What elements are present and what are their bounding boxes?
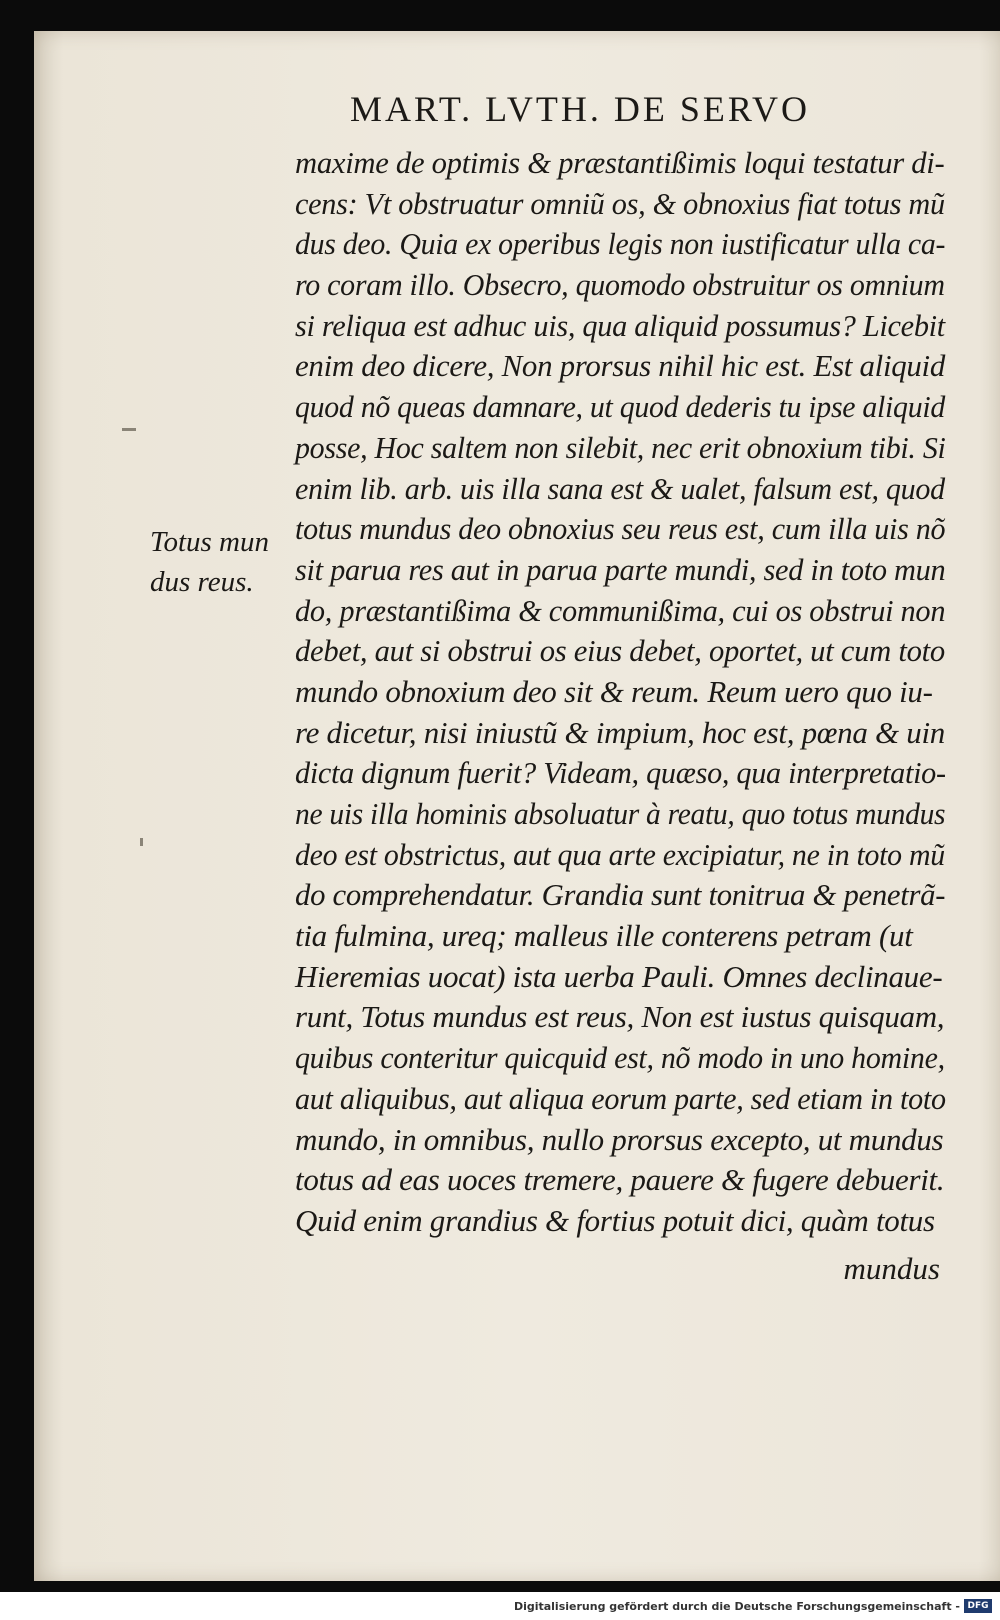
text-line: Quid enim grandius & fortius potuit dici, quàm totus xyxy=(295,1202,935,1238)
text-line: quibus conteritur quicquid est, nõ modo in uno homine, xyxy=(295,1040,945,1076)
text-line: totus ad eas uoces tremere, pauere & fugere debuerit. xyxy=(295,1162,945,1198)
text-line: si reliqua est adhuc uis, qua aliquid possumus? Licebit xyxy=(295,307,945,343)
text-line: enim lib. arb. uis illa sana est & ualet, falsum est, quod xyxy=(295,470,945,506)
text-line: do, præstantißima & communißima, cui os obstrui non xyxy=(295,592,946,628)
text-line: cens: Vt obstruatur omniũ os, & obnoxius fiat totus mũ xyxy=(295,185,945,221)
text-line: ro coram illo. Obsecro, quomodo obstruitur os omnium xyxy=(295,267,945,303)
text-line: re dicetur, nisi iniustũ & impium, hoc est, pœna & uin xyxy=(295,714,945,750)
marginal-note xyxy=(150,522,290,602)
text-line: mundo, in omnibus, nullo prorsus excepto, ut mundus xyxy=(295,1121,944,1157)
text-line: runt, Totus mundus est reus, Non est iustus quisquam, xyxy=(295,999,945,1035)
text-line: ne uis illa hominis absoluatur à reatu, quo totus mundus xyxy=(295,796,946,831)
text-line: dicta dignum fuerit? Videam, quæso, qua interpretatio- xyxy=(295,755,946,791)
text-line: enim deo dicere, Non prorsus nihil hic est. Est aliquid xyxy=(295,348,946,384)
dfg-logo: DFG xyxy=(964,1599,992,1613)
text-line: dus deo. Quia ex operibus legis non iustificatur ulla ca- xyxy=(295,226,946,262)
text-line: debet, aut si obstrui os eius debet, oportet, ut cum toto xyxy=(295,633,945,669)
text-line: sit parua res aut in parua parte mundi, sed in toto mun xyxy=(295,551,946,587)
text-line: mundo obnoxium deo sit & reum. Reum uero quo iu- xyxy=(295,673,933,709)
text-line: totus mundus deo obnoxius seu reus est, cum illa uis nõ xyxy=(295,511,946,547)
text-line: Hieremias uocat) ista uerba Pauli. Omnes declinaue- xyxy=(295,958,943,994)
text-line: posse, Hoc saltem non silebit, nec erit obnoxium tibi. Si xyxy=(295,429,946,465)
text-line: deo est obstrictus, aut qua arte excipiatur, ne in toto mũ xyxy=(295,836,945,872)
running-head: MART. LVTH. DE SERVO xyxy=(350,89,810,129)
text-line: aut aliquibus, aut aliqua eorum parte, sed etiam in toto xyxy=(295,1080,946,1116)
text-line: tia fulmina, ureq; malleus ille conterens petram (ut xyxy=(295,918,913,954)
text-line: maxime de optimis & præstantißimis loqui testatur di- xyxy=(295,145,945,180)
paper-speck xyxy=(122,428,136,431)
body-text xyxy=(295,143,945,1242)
marginal-note-line: dus reus. xyxy=(150,566,254,598)
funding-credit: Digitalisierung gefördert durch die Deutsche Forschungsgemeinschaft - xyxy=(513,1600,960,1613)
marginal-note-line: Totus mun xyxy=(150,526,270,558)
text-line: do comprehendatur. Grandia sunt tonitrua & penetrã- xyxy=(295,877,946,913)
text-line: quod nõ queas damnare, ut quod dederis tu ipse aliquid xyxy=(295,389,945,425)
catchword: mundus xyxy=(843,1251,940,1286)
paper-speck xyxy=(140,838,143,846)
